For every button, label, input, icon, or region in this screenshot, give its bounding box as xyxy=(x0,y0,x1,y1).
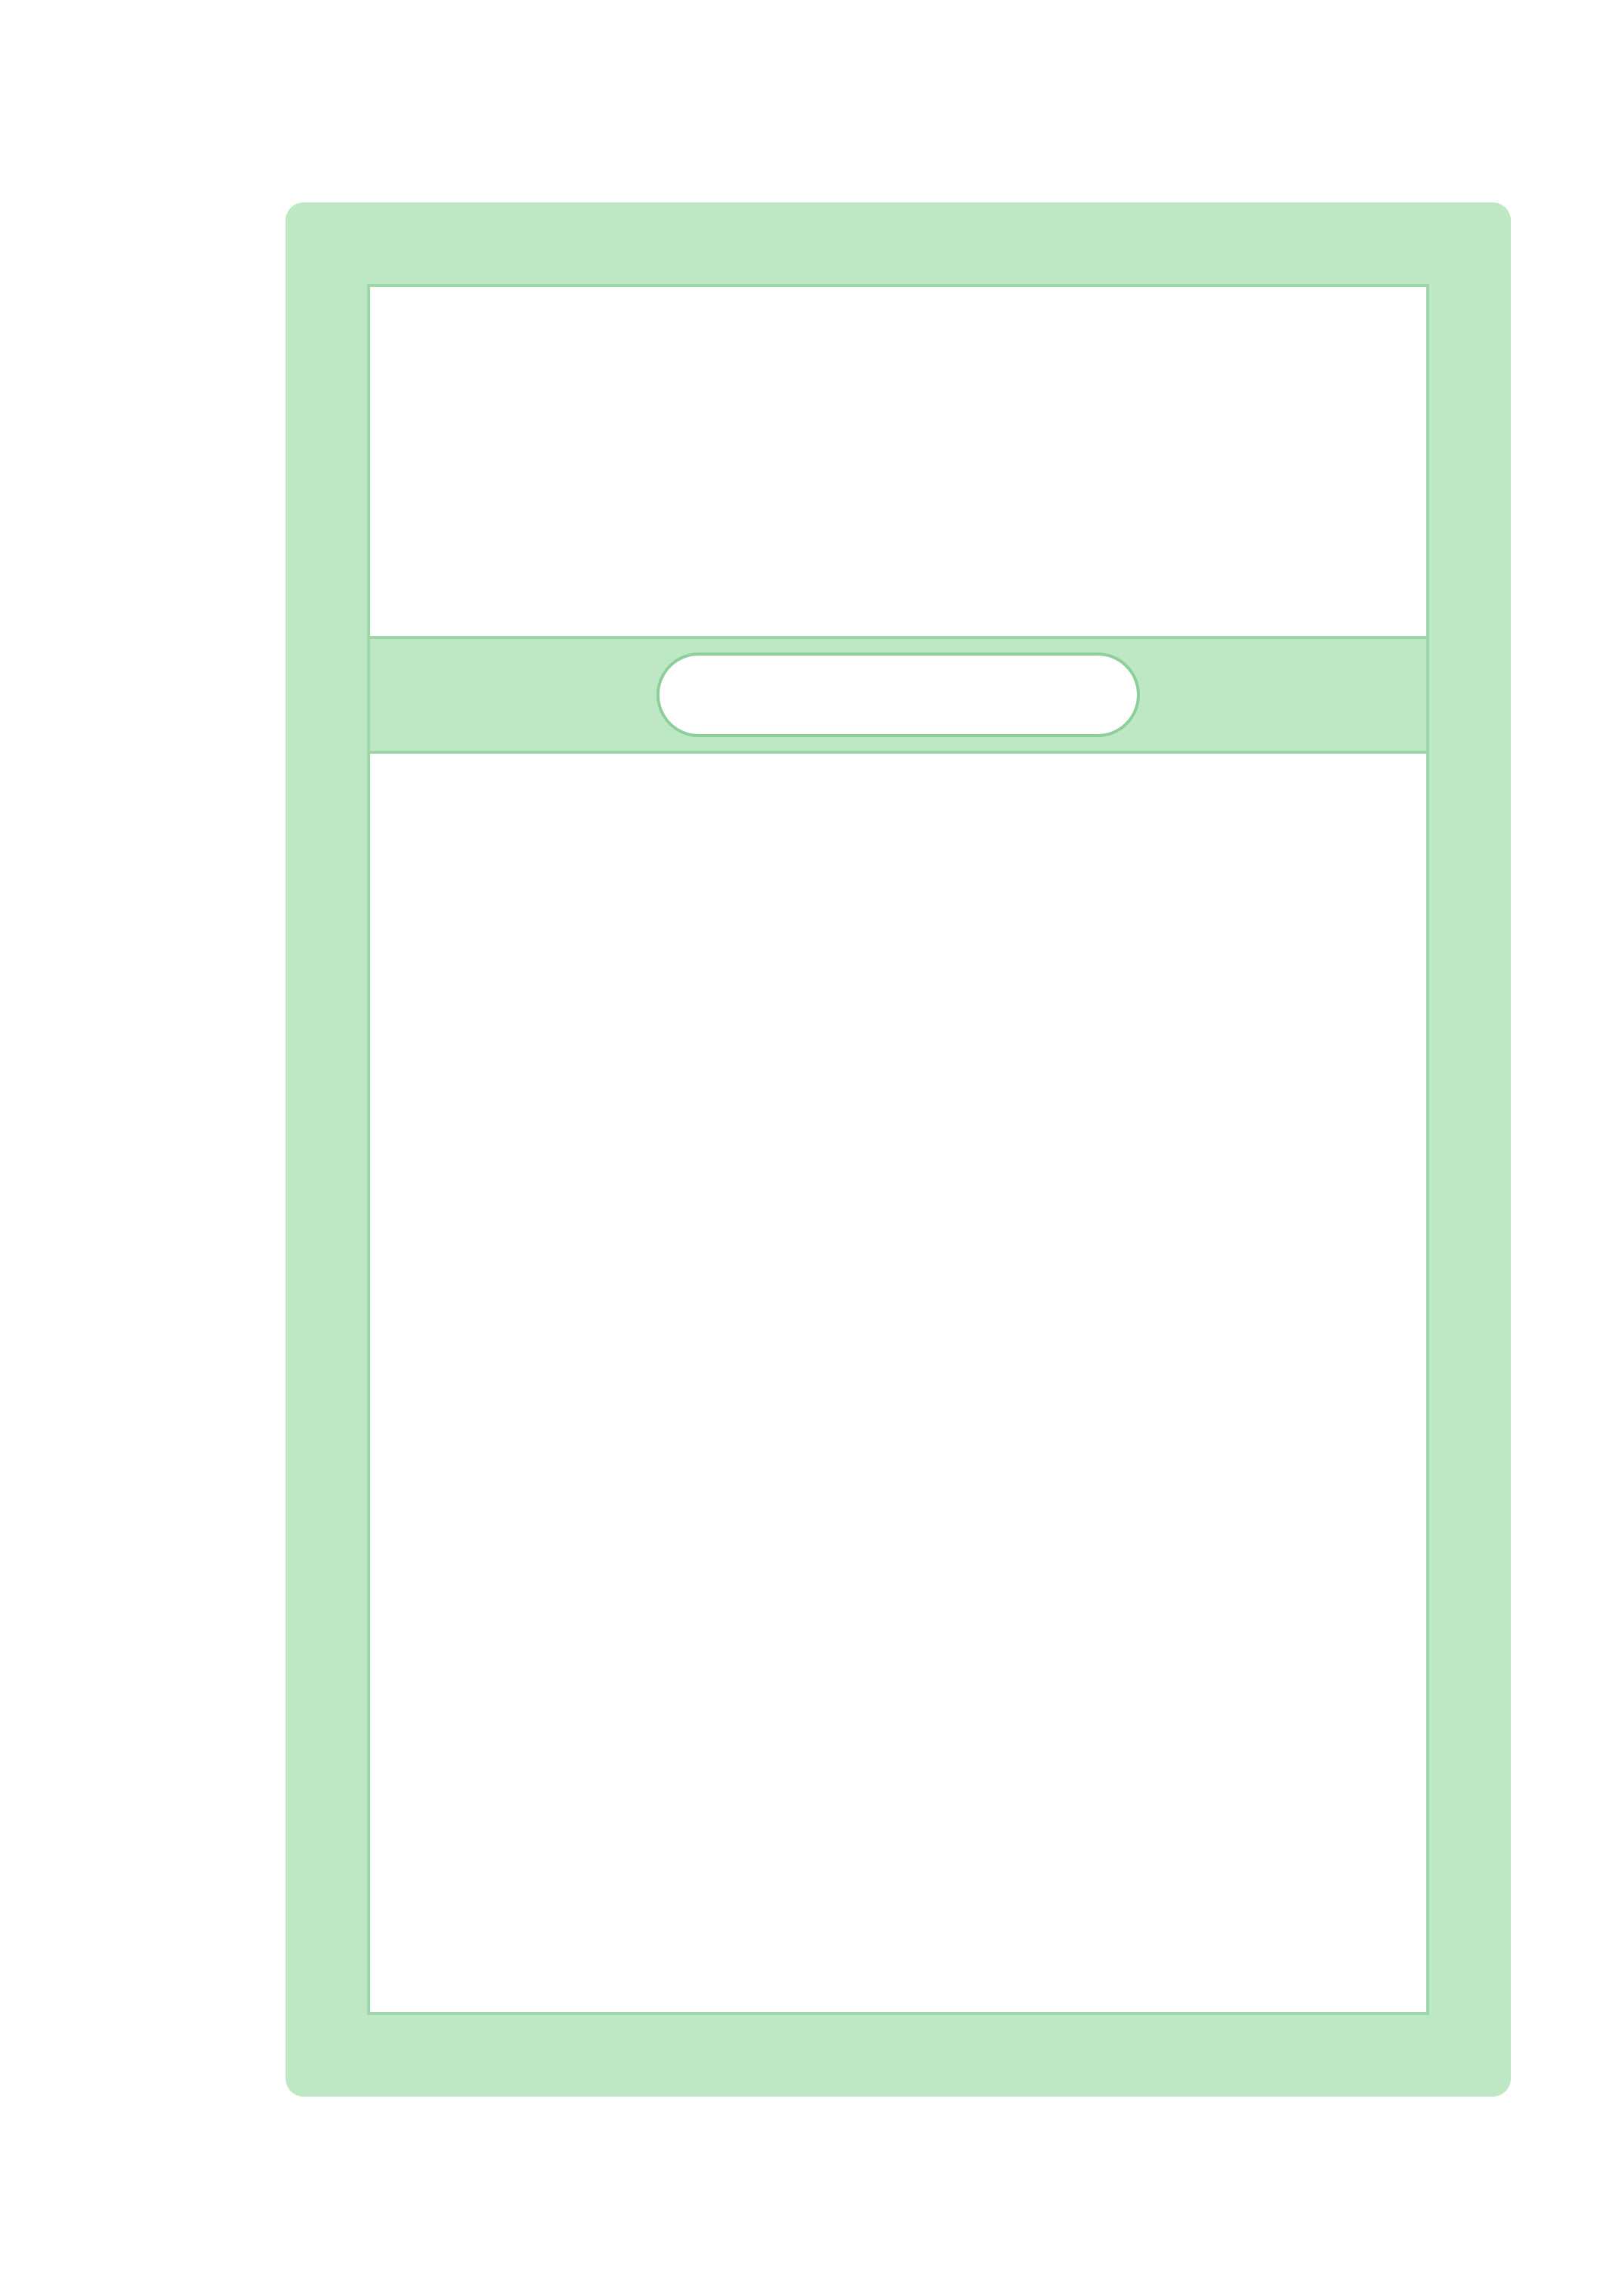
basmala xyxy=(370,763,1426,853)
text-panel xyxy=(367,284,1429,2015)
page-frame xyxy=(286,202,1511,2097)
surah-title-cartouche xyxy=(656,653,1140,737)
surah-band xyxy=(370,636,1426,754)
